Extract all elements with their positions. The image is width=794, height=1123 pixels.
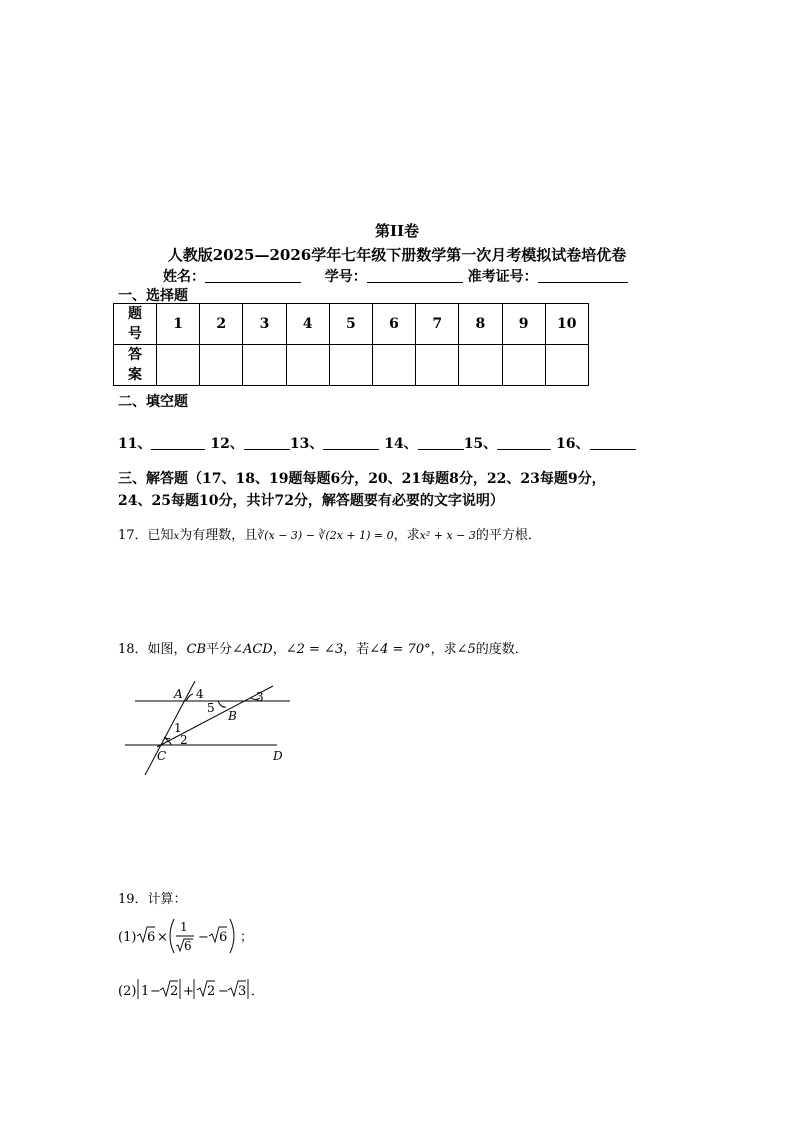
label-d: D <box>273 749 283 763</box>
svg-text:+: + <box>183 984 194 999</box>
q17-expression: x² + x − 3 <box>419 529 476 542</box>
svg-text:−: − <box>198 930 209 945</box>
question-number-cell: 1 <box>157 304 200 345</box>
fill-blank[interactable] <box>151 435 205 450</box>
answer-cell[interactable] <box>502 345 545 386</box>
answer-cell[interactable] <box>200 345 243 386</box>
question-number-cell: 6 <box>372 304 415 345</box>
question-number-cell: 7 <box>416 304 459 345</box>
question-number-cell: 8 <box>459 304 502 345</box>
svg-text:2: 2 <box>170 984 179 999</box>
answer-cell[interactable] <box>157 345 200 386</box>
paper-title: 人教版2025—2026学年七年级下册数学第一次月考模拟试卷培优卷 <box>167 246 627 264</box>
q19-part1 <box>118 915 258 961</box>
svg-text:6: 6 <box>219 930 228 945</box>
student-info-line <box>163 266 628 286</box>
answer-cell[interactable] <box>545 345 588 386</box>
fill-item-12: 12、 <box>210 436 244 452</box>
svg-text:1: 1 <box>141 984 150 999</box>
answer-cell[interactable] <box>459 345 502 386</box>
question-17: 17．已知x为有理数，且∛(x − 3) − ∛(2x + 1) = 0，求x² + x − 3的平方根． <box>118 528 541 543</box>
label-a: A <box>174 687 183 701</box>
exam-number-blank[interactable] <box>538 268 628 283</box>
answer-table <box>113 303 589 386</box>
fill-item-13: 13、 <box>289 436 324 452</box>
label-1: 1 <box>174 721 182 735</box>
q19-part2 <box>118 975 268 1009</box>
student-id-label: 学号： <box>324 269 367 285</box>
svg-text:−: − <box>150 984 161 999</box>
svg-text:6: 6 <box>147 930 156 945</box>
fill-blank[interactable] <box>323 435 379 450</box>
question-number-cell: 4 <box>286 304 329 345</box>
answer-row <box>114 345 589 386</box>
label-5: 5 <box>207 701 215 715</box>
answer-cell[interactable] <box>372 345 415 386</box>
label-4: 4 <box>196 687 204 701</box>
fill-blank[interactable] <box>590 435 636 450</box>
svg-text:．: ． <box>251 984 265 999</box>
question-19: 19．计算： <box>118 892 187 907</box>
fill-item-15: 15、 <box>463 436 498 452</box>
label-2: 2 <box>180 733 188 747</box>
svg-text:；: ； <box>240 930 254 945</box>
svg-text:−: − <box>218 984 229 999</box>
question-number-cell: 9 <box>502 304 545 345</box>
answer-cell[interactable] <box>243 345 286 386</box>
arc-5 <box>218 701 226 707</box>
student-id-blank[interactable] <box>367 268 463 283</box>
section-solve-heading-line2: 24、25每题10分，共计72分，解答题要有必要的文字说明） <box>118 493 504 509</box>
fill-item-14: 14、 <box>384 436 418 452</box>
label-3: 3 <box>256 690 264 704</box>
fill-blank[interactable] <box>244 435 290 450</box>
geometry-figure <box>115 680 315 780</box>
fill-item-16: 16、 <box>556 436 590 452</box>
answer-cell[interactable] <box>286 345 329 386</box>
svg-text:6: 6 <box>184 939 192 953</box>
line-ca <box>145 681 195 775</box>
name-label: 姓名： <box>163 269 205 285</box>
fill-blank-line <box>118 433 636 453</box>
label-b: B <box>228 709 237 723</box>
name-blank[interactable] <box>205 268 301 283</box>
svg-text:1: 1 <box>180 920 188 934</box>
fill-blank[interactable] <box>497 435 551 450</box>
answer-cell[interactable] <box>329 345 372 386</box>
exam-number-label: 准考证号： <box>467 269 538 285</box>
q19-part1-formula <box>118 915 258 957</box>
question-number-cell: 3 <box>243 304 286 345</box>
part1-label: (1) <box>118 930 137 945</box>
fill-item-11: 11、 <box>118 436 152 452</box>
section-fill-heading: 二、填空题 <box>118 394 188 410</box>
question-number-row <box>114 304 589 345</box>
svg-text:3: 3 <box>238 984 247 999</box>
svg-text:2: 2 <box>207 984 216 999</box>
section-choice-heading: 一、选择题 <box>118 288 188 304</box>
part2-label: (2) <box>118 984 137 999</box>
q19-part2-formula <box>118 975 268 1005</box>
answer-cell[interactable] <box>416 345 459 386</box>
question-number-cell: 2 <box>200 304 243 345</box>
answer-header: 答 案 <box>114 345 157 386</box>
question-number-cell: 5 <box>329 304 372 345</box>
variable-x: x <box>173 531 180 542</box>
section-solve-heading-line1: 三、解答题（17、18、19题每题6分，20、21每题8分，22、23每题9分， <box>118 471 606 487</box>
volume-title: 第II卷 <box>374 222 420 240</box>
question-number-header: 题 号 <box>114 304 157 345</box>
label-c: C <box>157 749 167 763</box>
question-18: 18．如图，CB平分∠ACD，∠2 = ∠3，若∠4 = 70°，求∠5的度数． <box>118 642 528 657</box>
q17-equation: ∛(x − 3) − ∛(2x + 1) = 0 <box>257 529 394 542</box>
question-number-cell: 10 <box>545 304 588 345</box>
fill-blank[interactable] <box>418 435 464 450</box>
svg-text:×: × <box>157 930 168 945</box>
